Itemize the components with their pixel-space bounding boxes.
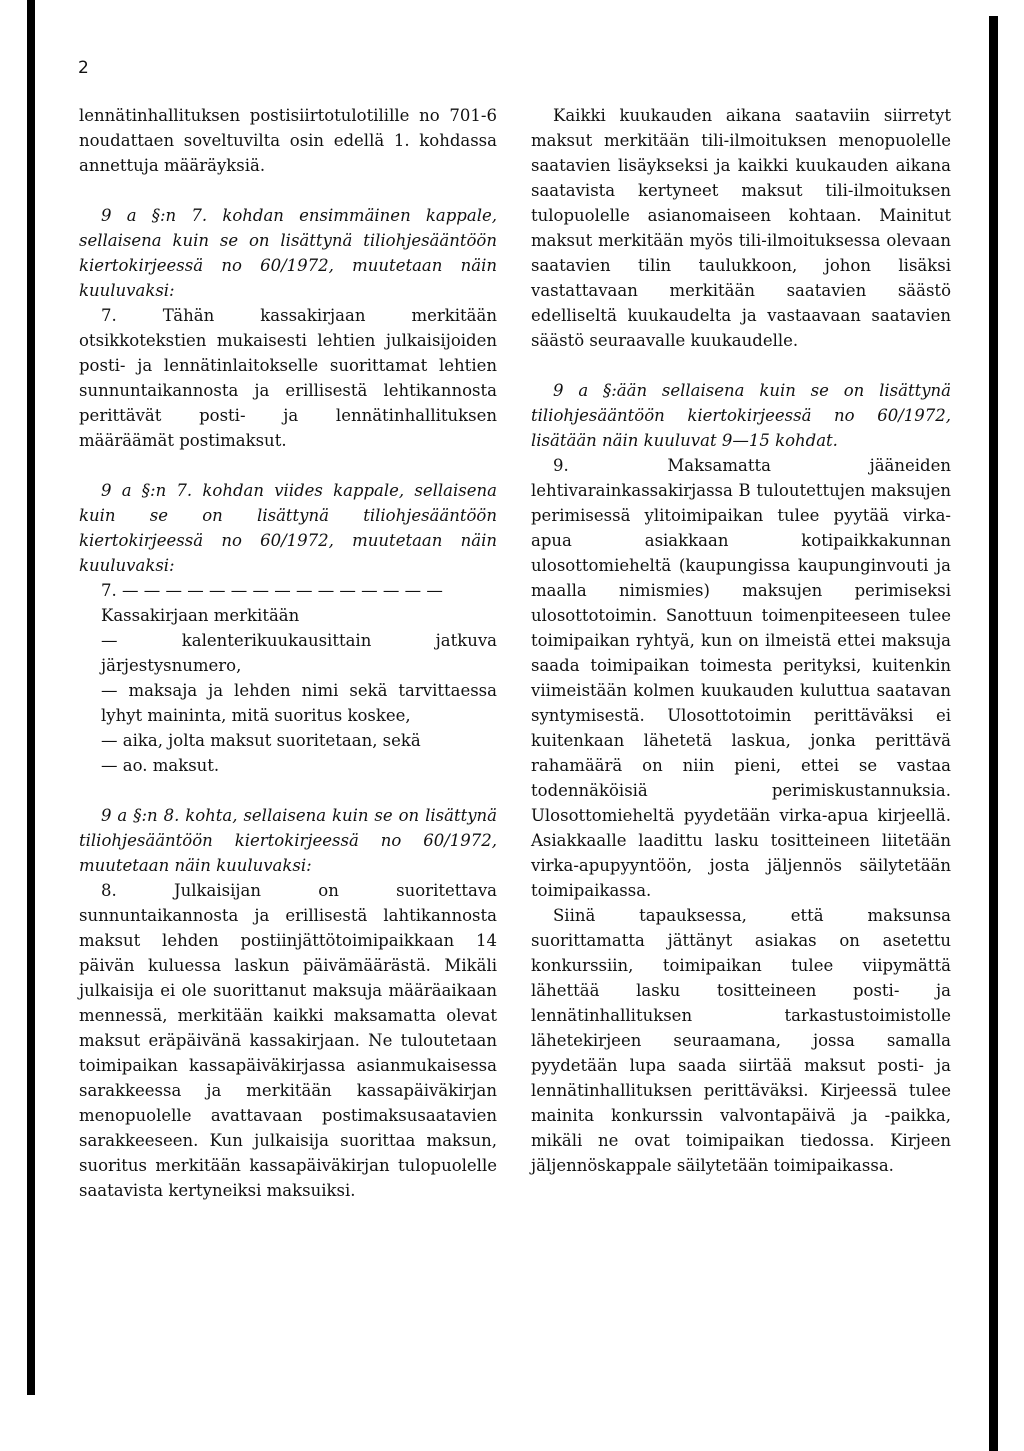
paragraph-bankruptcy: Siinä tapauksessa, että maksunsa suorittamatta jättänyt asiakas on asetettu konkurssiin, toimipaikan tulee viipymättä lähettää lasku tositteineen posti- ja lennätinhallituksen tarkastustoimistolle lähetekirjeen seuraamana, jossa samalla pyydetään lupa saada siirtää maksut posti- ja lennätinhallituksen perittäväksi. Kirjeessä tulee mainita konkurssin valvontapäivä ja -paikka, mikäli ne ovat toimipaikan tiedossa. Kirjeen jäljennöskappale säilytetään toimipaikassa. bbox=[531, 906, 951, 1175]
paragraph-8: 8. Julkaisijan on suoritettava sunnuntaikannosta ja erillisestä lahtikannosta maksut lehden postiinjättötoimipaikkaan 14 päivän kuluessa laskun päivämäärästä. Mikäli julkaisija ei ole suorittanut maksuja määräaikaan mennessä, merkitään kaikki maksamatta olevat maksut eräpäivänä kassakirjaan. Ne tuloutetaan toimipaikan kassapäiväkirjassa asianmukaisessa sarakkeessa ja merkitään kassapäiväkirjan menopuolelle avattavaan postimaksusaatavien sarakkeeseen. Kun julkaisija suorittaa maksun, suoritus merkitään kassapäiväkirjan tulopuolelle saatavista kertyneiksi maksuiksi. bbox=[79, 881, 497, 1200]
amendment-heading-7-5: 9 a §:n 7. kohdan viides kappale, sellaisena kuin se on lisättynä tiliohjesääntöön kiertokirjeessä no 60/1972, muutetaan näin kuuluvaksi: bbox=[79, 481, 497, 575]
list-item-fees: — ao. maksut. bbox=[101, 756, 220, 775]
list-item-period: — aika, jolta maksut suoritetaan, sekä bbox=[101, 731, 421, 750]
scan-edge-left bbox=[27, 0, 35, 1395]
paragraph-7-lead: Kassakirjaan merkitään bbox=[101, 606, 300, 625]
page-number: 2 bbox=[78, 58, 89, 78]
intro-paragraph: lennätinhallituksen postisiirtotulotilille no 701-6 noudattaen soveltuvilta osin edellä 1. kohdassa annettuja määräyksiä. bbox=[79, 106, 497, 175]
paragraph-9: 9. Maksamatta jääneiden lehtivarainkassakirjassa B tuloutettujen maksujen perimisessä ylitoimipaikan tulee pyytää virka-apua asiakkaan kotipaikkakunnan ulosottomieheltä (kaupungissa kaupunginvouti ja maalla nimismies) maksujen perimiseksi ulosottotoimin. Sanottuun toimenpiteeseen tulee toimipaikan ryhtyä, kun on ilmeistä ettei maksuja saada toimipaikan toimesta perityksi, kuitenkin viimeistään kolmen kuukauden kuluttua saatavan syntymisestä. Ulosottotoimin perittäväksi ei kuitenkaan lähetetä laskua, jonka perittävä rahamäärä on niin pieni, ettei se vastaa todennäköisiä perimiskustannuksia. Ulosottomieheltä pyydetään virka-apua kirjeellä. Asiakkaalle laadittu lasku tositteineen liitetään virka-apupyyntöön, josta jäljennös säilytetään toimipaikassa. bbox=[531, 456, 951, 900]
list-item-serial: — kalenterikuukausittain jatkuva järjestysnumero, bbox=[101, 631, 497, 675]
amendment-heading-8: 9 a §:n 8. kohta, sellaisena kuin se on lisättynä tiliohjesääntöön kiertokirjeessä no 60/1972, muutetaan näin kuuluvaksi: bbox=[79, 806, 497, 875]
amendment-heading-9-15: 9 a §:ään sellaisena kuin se on lisättynä tiliohjesääntöön kiertokirjeessä no 60/1972, lisätään näin kuuluvat 9—15 kohdat. bbox=[531, 381, 951, 450]
paragraph-7-dashes: 7. — — — — — — — — — — — — — — — bbox=[101, 581, 443, 600]
scan-edge-right bbox=[989, 16, 998, 1451]
paragraph-monthly: Kaikki kuukauden aikana saataviin siirretyt maksut merkitään tili-ilmoituksen menopuolelle saatavien lisäykseksi ja kaikki kuukauden aikana saatavista kertyneet maksut tili-ilmoituksen tulopuolelle asianomaiseen kohtaan. Mainitut maksut merkitään myös tili-ilmoituksessa olevaan saatavien tilin taulukkoon, johon lisäksi vastattavaan merkitään saatavien säästö edelliseltä kuukaudelta ja vastaavaan saatavien säästö seuraavalle kuukaudelle. bbox=[531, 106, 951, 350]
amendment-heading-7-1: 9 a §:n 7. kohdan ensimmäinen kappale, sellaisena kuin se on lisättynä tiliohjesääntöön kiertokirjeessä no 60/1972, muutetaan näin kuuluvaksi: bbox=[79, 206, 497, 300]
left-column bbox=[79, 103, 497, 1203]
paragraph-7-first: 7. Tähän kassakirjaan merkitään otsikkotekstien mukaisesti lehtien julkaisijoiden posti- ja lennätinlaitokselle suorittamat lehtien sunnuntaikannosta ja erillisestä lehtikannosta perittävät posti- ja lennätinhallituksen määräämät postimaksut. bbox=[79, 306, 497, 450]
right-column bbox=[531, 103, 951, 1178]
list-item-payer: — maksaja ja lehden nimi sekä tarvittaessa lyhyt maininta, mitä suoritus koskee, bbox=[101, 681, 497, 725]
